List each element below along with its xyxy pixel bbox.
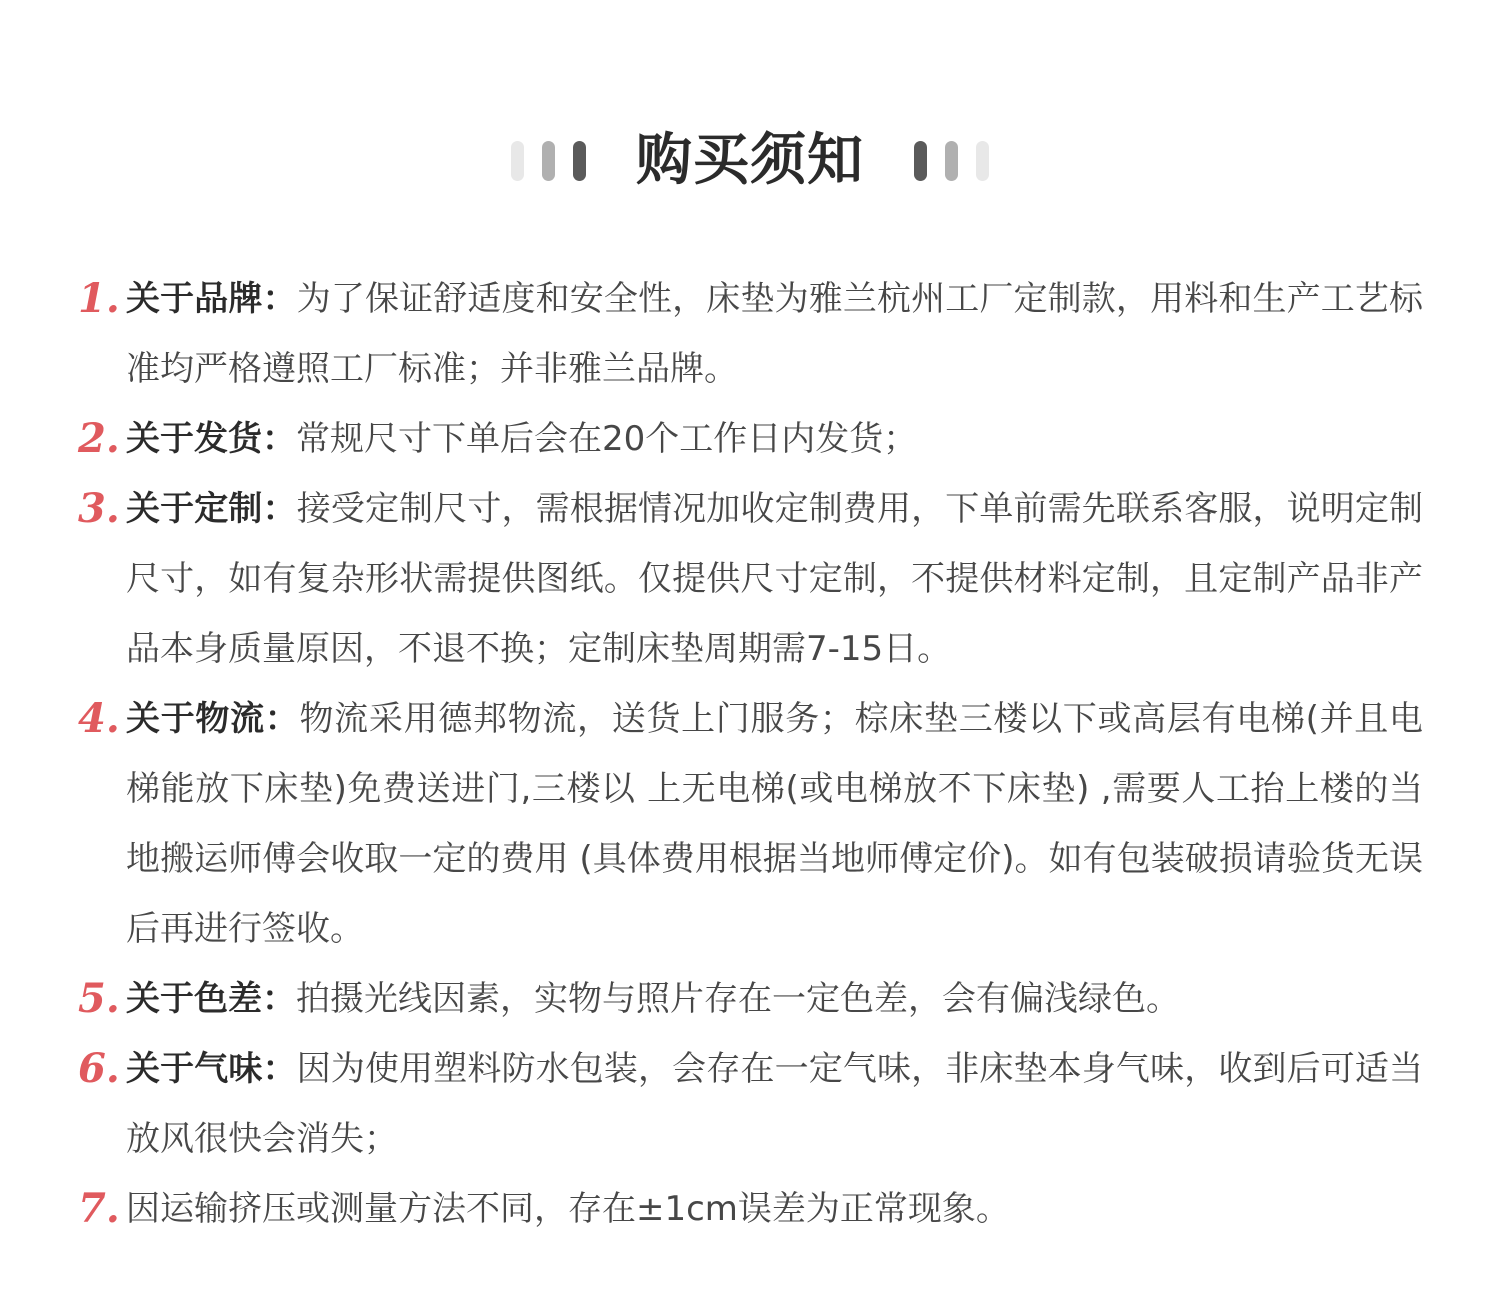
- page-title: 购买须知: [636, 128, 864, 193]
- list-item: [78, 1174, 1423, 1244]
- list-item: [78, 964, 1423, 1034]
- item-number: 4.: [78, 695, 120, 742]
- item-label: 关于品牌：: [126, 279, 297, 319]
- item-text: 因运输挤压或测量方法不同，存在±1cm误差为正常现象。: [126, 1189, 1010, 1229]
- list-item: [78, 684, 1423, 964]
- item-number: 6.: [78, 1045, 120, 1092]
- right-decor-bars: [914, 141, 989, 181]
- item-text: 物流采用德邦物流，送货上门服务；棕床垫三楼以下或高层有电梯(并且电梯能放下床垫)免费送进门,三楼以 上无电梯(或电梯放不下床垫) ,需要人工抬上楼的当地搬运师傅会收取一定的费用 (具体费用根据当地师傅定价)。如有包装破损请验货无误后再进行签收。: [126, 699, 1424, 949]
- item-content: [126, 474, 1423, 684]
- decor-bar: [511, 141, 524, 181]
- item-number: 7.: [78, 1185, 120, 1232]
- item-number: 1.: [78, 275, 120, 322]
- item-content: [126, 964, 1423, 1034]
- decor-bar: [976, 141, 989, 181]
- notice-list: [78, 264, 1423, 1244]
- section-heading: [0, 118, 1500, 204]
- left-decor-bars: [511, 141, 586, 181]
- item-text: 拍摄光线因素，实物与照片存在一定色差，会有偏浅绿色。: [296, 979, 1180, 1019]
- item-content: [126, 1174, 1423, 1244]
- list-item: [78, 1034, 1423, 1174]
- list-item: [78, 404, 1423, 474]
- item-content: [126, 264, 1423, 404]
- item-content: [126, 404, 1423, 474]
- item-text: 因为使用塑料防水包装，会存在一定气味，非床垫本身气味，收到后可适当放风很快会消失；: [126, 1049, 1424, 1159]
- item-content: [126, 684, 1423, 964]
- item-text: 为了保证舒适度和安全性，床垫为雅兰杭州工厂定制款，用料和生产工艺标准均严格遵照工厂标准；并非雅兰品牌。: [126, 279, 1424, 389]
- decor-bar: [945, 141, 958, 181]
- item-number: 3.: [78, 485, 120, 532]
- item-number: 5.: [78, 975, 120, 1022]
- item-label: 关于色差：: [126, 979, 296, 1019]
- item-content: [126, 1034, 1423, 1174]
- item-label: 关于发货：: [126, 419, 296, 459]
- list-item: [78, 264, 1423, 404]
- item-label: 关于气味：: [126, 1049, 297, 1089]
- decor-bar: [573, 141, 586, 181]
- decor-bar: [914, 141, 927, 181]
- item-label: 关于定制：: [126, 489, 297, 529]
- item-label: 关于物流：: [126, 699, 300, 739]
- decor-bar: [542, 141, 555, 181]
- item-number: 2.: [78, 415, 120, 462]
- item-text: 常规尺寸下单后会在20个工作日内发货；: [296, 419, 918, 459]
- list-item: [78, 474, 1423, 684]
- item-text: 接受定制尺寸，需根据情况加收定制费用，下单前需先联系客服，说明定制尺寸，如有复杂形状需提供图纸。仅提供尺寸定制，不提供材料定制，且定制产品非产品本身质量原因，不退不换；定制床垫周期需7-15日。: [126, 489, 1424, 669]
